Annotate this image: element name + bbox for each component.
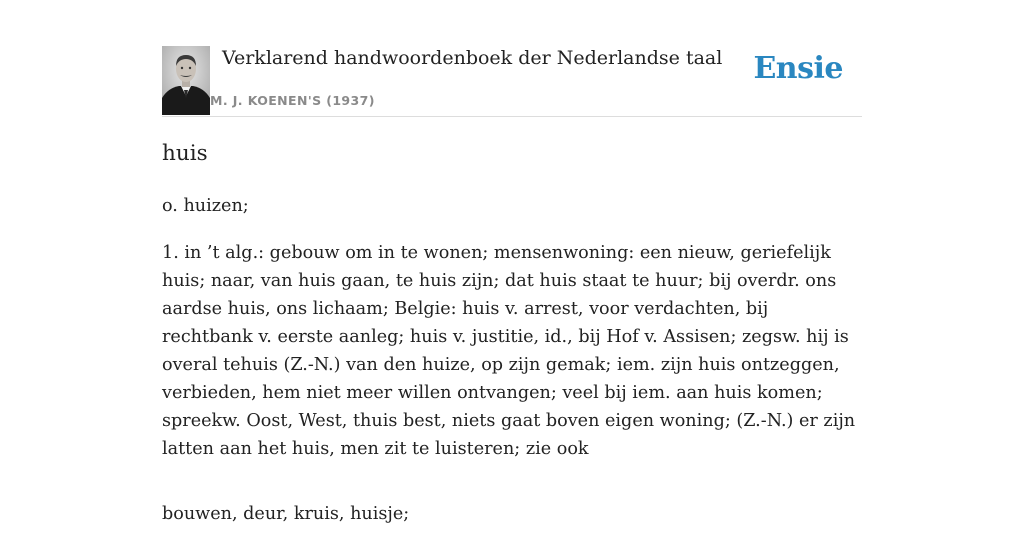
entry-body (162, 192, 862, 547)
entry-headword: huis (162, 141, 208, 166)
entry-see-also[interactable]: bouwen, deur, kruis, huisje; (162, 504, 410, 524)
entry-definition: 1. in ’t alg.: gebouw om in te wonen; mensenwoning: een nieuw, geriefelijk huis; naar, van huis gaan, te huis zijn; dat huis staat te huur; bij overdr. ons aardse huis, ons lichaam; Belgie: huis v. arrest, voor verdachten, bij rechtbank v. eerste aanleg; huis v. justitie, id., bij Hof v. Assisen; zegsw. hij is overal tehuis (Z.-N.) van den huize, op zijn gemak; iem. zijn huis ontzeggen, verbieden, hem niet meer willen ontvangen; veel bij iem. aan huis komen; spreekw. Oost, West, thuis best, niets gaat boven eigen woning; (Z.-N.) er zijn latten aan het huis, men zit te luisteren; zie ook (162, 243, 856, 459)
page (162, 0, 862, 524)
site-header (162, 0, 862, 117)
site-logo[interactable]: Ensie (753, 51, 843, 86)
book-author: M. J. KOENEN'S (1937) (210, 93, 375, 108)
book-title[interactable]: Verklarend handwoordenboek der Nederlandse taal (222, 47, 723, 69)
entry-grammar: o. huizen; (162, 196, 249, 216)
author-portrait-icon (162, 46, 210, 115)
